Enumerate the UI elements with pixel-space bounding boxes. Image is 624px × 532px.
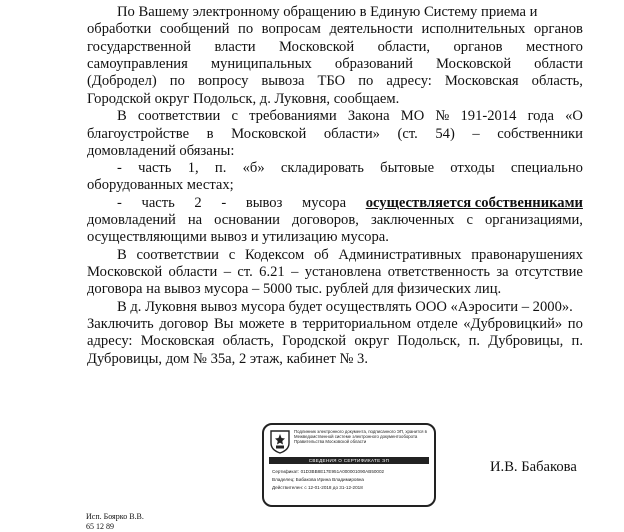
word: ТБО (317, 73, 346, 89)
word: Московской (87, 264, 163, 280)
word: органов (453, 39, 503, 55)
p5-line-1 (117, 247, 583, 264)
word: обработки (87, 21, 152, 37)
word: отделе (416, 316, 458, 332)
word: с (228, 247, 236, 263)
word: Заключить (87, 316, 154, 332)
word: территориальном (302, 316, 412, 332)
word: по (358, 73, 374, 89)
signatory-name: И.В. Бабакова (490, 459, 577, 475)
word: складировать (280, 160, 364, 176)
word: Московская (140, 333, 215, 349)
word: область, (222, 333, 274, 349)
executor-phone: 65 12 89 (86, 522, 114, 531)
p2-line-1 (117, 108, 583, 125)
word: деятельности (329, 21, 413, 37)
p6-line-2 (87, 316, 583, 333)
word: Кодексом (244, 247, 305, 263)
word: года (527, 108, 554, 124)
word: по (567, 316, 583, 332)
word: по (169, 73, 185, 89)
p6-line-4: Дубровицы, дом № 35а, 2 этаж, кабинет № 3. (87, 351, 368, 367)
word: - (117, 160, 122, 176)
coat-of-arms-icon (270, 430, 290, 454)
word: за (496, 264, 509, 280)
word: об (313, 247, 329, 263)
p4-pre-0: - (117, 195, 122, 211)
stamp-validity: Действителен: с 12-01-2018 до 31-12-2018 (272, 485, 363, 490)
stamp-certificate-bar: СВЕДЕНИЯ О СЕРТИФИКАТЕ ЭП (269, 457, 429, 464)
p4-pre-4: вывоз (245, 195, 283, 211)
word: часть (138, 160, 172, 176)
p5-line-2 (87, 264, 583, 281)
word: собственники (497, 126, 583, 142)
p1-line-4 (87, 56, 583, 73)
p6-line-1: В д. Луковня вывоз мусора будет осуществлять ООО «Аэросити – 2000». (117, 299, 573, 315)
word: Городской (282, 333, 347, 349)
e-signature-stamp (262, 423, 436, 507)
p2-line-3: домовладений обязаны: (87, 143, 235, 159)
word: Закона (347, 108, 390, 124)
word: – (291, 264, 299, 280)
word: № (435, 108, 450, 124)
word: п. (214, 160, 227, 176)
p1-line-2 (87, 21, 583, 38)
executor-name: Исп. Боярко В.В. (86, 512, 144, 521)
word: адресу: (87, 333, 133, 349)
word: (Добродел) (87, 73, 157, 89)
word: на (187, 212, 203, 228)
word: – (472, 126, 480, 142)
word: области» (323, 126, 380, 142)
p1-line-6: Городской округ Подольск, д. Луковня, сообщаем. (87, 91, 400, 107)
word: организациями, (485, 212, 583, 228)
p4-pre-2: 2 (194, 195, 202, 211)
word: государственной (87, 39, 192, 55)
word: область, (531, 73, 583, 89)
word: благоустройстве (87, 126, 190, 142)
word: 191-2014 (460, 108, 517, 124)
word: образований (334, 56, 413, 72)
word: отсутствие (515, 264, 583, 280)
word: власти (214, 39, 256, 55)
p1-line-1: По Вашему электронному обращению в Единую Систему приема и (117, 4, 538, 20)
word: «б» (242, 160, 265, 176)
word: вопросам (261, 21, 321, 37)
word: бытовые (380, 160, 435, 176)
word: Вы (213, 316, 234, 332)
word: «О (565, 108, 583, 124)
p4-pre-3: - (221, 195, 227, 211)
word: домовладений (87, 212, 176, 228)
word: местного (525, 39, 583, 55)
p6-line-3 (87, 333, 583, 350)
p1-line-5 (87, 73, 583, 90)
word: Московской (231, 126, 307, 142)
word: самоуправления (87, 56, 188, 72)
word: вывоза (261, 73, 305, 89)
word: можете (239, 316, 285, 332)
p3-line-2: оборудованных местах; (87, 177, 234, 193)
word: «Дубровицкий» (463, 316, 563, 332)
emphasized-phrase: осуществляется собственниками (365, 195, 583, 211)
word: области (534, 56, 583, 72)
p4-line-2 (87, 212, 583, 229)
word: Московская (444, 73, 519, 89)
word: вопросу (197, 73, 249, 89)
word: органов (533, 21, 583, 37)
word: – (223, 264, 231, 280)
word: Дубровицы, (488, 333, 564, 349)
p4-pre-5: мусора (301, 195, 347, 211)
stamp-header: Подлинник электронного документа, подписанного ЭП, хранится в Межведомственной системе электронного документооборота Правительства Московской области (294, 429, 427, 444)
word: 1, (187, 160, 199, 176)
word: в (206, 126, 214, 142)
word: требованиями (249, 108, 337, 124)
word: основании (214, 212, 280, 228)
p4-line-3: осуществляющими вывоз и утилизацию мусора. (87, 229, 389, 245)
word: установлена (304, 264, 382, 280)
word: ответственность (387, 264, 491, 280)
word: Московской (436, 56, 512, 72)
word: исполнительных (421, 21, 526, 37)
word: соответствии (137, 108, 221, 124)
word: Административных (338, 247, 462, 263)
word: ст. (237, 264, 253, 280)
word: В (117, 247, 127, 263)
word: с (231, 108, 238, 124)
p4-pre-1: часть (141, 195, 175, 211)
word: в (290, 316, 298, 332)
p3-line-1 (117, 160, 583, 177)
word: заключенных (370, 212, 455, 228)
word: с (466, 212, 473, 228)
word: В (117, 108, 127, 124)
word: сообщений (159, 21, 230, 37)
word: Подольск, (397, 333, 461, 349)
word: адресу: (386, 73, 432, 89)
word: отходы (450, 160, 495, 176)
word: области, (377, 39, 431, 55)
word: п. (468, 333, 481, 349)
word: (ст. (397, 126, 418, 142)
p5-line-3: договора на вывоз мусора – 5000 тыс. рублей для физических лиц. (87, 281, 502, 297)
word: специально (510, 160, 583, 176)
stamp-certificate: Сертификат: 01D3BB8E17E951A000001090AB50002 (272, 469, 385, 474)
word: 6.21 (259, 264, 285, 280)
word: соответствии (136, 247, 219, 263)
word: по (238, 21, 254, 37)
stamp-owner: Владелец: Бабакова Ирина Владимировна (272, 477, 364, 482)
word: договор (159, 316, 209, 332)
word: 54) (435, 126, 455, 142)
word: муниципальных (210, 56, 312, 72)
word: Московской (279, 39, 355, 55)
word: правонарушениях (471, 247, 583, 263)
word: МО (400, 108, 425, 124)
word: области (168, 264, 218, 280)
word: округ (354, 333, 390, 349)
p2-line-2 (87, 126, 583, 143)
word: п. (571, 333, 583, 349)
word: договоров, (292, 212, 359, 228)
p4-line-1 (117, 195, 583, 212)
p1-line-3 (87, 39, 583, 56)
